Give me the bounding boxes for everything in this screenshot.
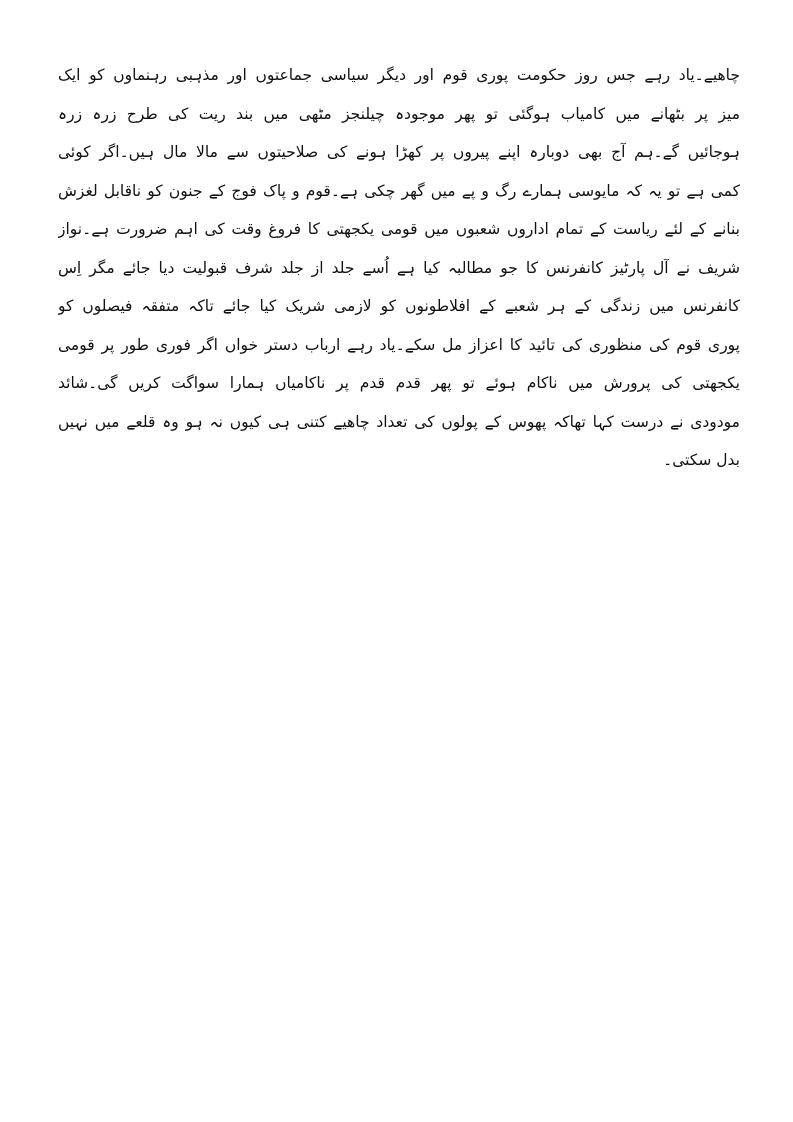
text-line-11: بدل سکتی۔: [663, 451, 740, 469]
text-line-4: کمی ہے تو یہ کہ مایوسی ہمارے رگ و پے میں گھر چکی ہے۔قوم و پاک فوج کے جنون کو ناقابل لغزش: [58, 181, 740, 200]
text-line-9: یکجھتی کی پرورش میں ناکام ہوئے تو پھر قدم قدم پر ناکامیاں ہمارا سواگت کریں گی۔شائد: [58, 374, 740, 392]
text-line-10: مودودی نے درست کہا تھاکہ پھوس کے پولوں کی تعداد چاھیے کتنی ہی کیوں نہ ہو وہ قلعے میں نہیں: [58, 412, 740, 431]
text-line-8: پوری قوم کی منظوری کی تائید کا اعزاز مل سکے۔یاد رہے ارباب دستر خواں اگر فوری طور پر قومی: [58, 335, 740, 354]
text-line-3: ہوجائیں گے۔ہم آج بھی دوبارہ اپنے پیروں پر کھڑا ہونے کی صلاحیتوں سے مالا مال ہیں۔اگر کوئی: [58, 143, 740, 161]
urdu-paragraph: [58, 56, 740, 480]
text-line-6: شریف نے آل پارٹیز کانفرنس کا جو مطالبہ کیا ہے اُسے جلد از جلد شرف قبولیت دیا جائے مگر اِس: [58, 258, 740, 277]
text-line-2: میز پر بٹھانے میں کامیاب ہوگئی تو پھر موجودہ چیلنجز مٹھی میں بند ریت کی طرح زرہ زرہ: [58, 104, 740, 123]
text-line-1: چاھیے۔یاد رہے جس روز حکومت پوری قوم اور دیگر سیاسی جماعتوں اور مذہبی رہنماوں کو ایک: [58, 66, 740, 84]
text-line-5: بنانے کے لئے ریاست کے تمام اداروں شعبوں میں قومی یکجھتی کا فروغ وقت کی اہم ضرورت ہے۔نواز: [58, 220, 740, 238]
text-line-7: کانفرنس میں زندگی کے ہر شعبے کے افلاطونوں کو لازمی شریک کیا جائے تاکہ متفقہ فیصلوں کو: [58, 297, 740, 315]
